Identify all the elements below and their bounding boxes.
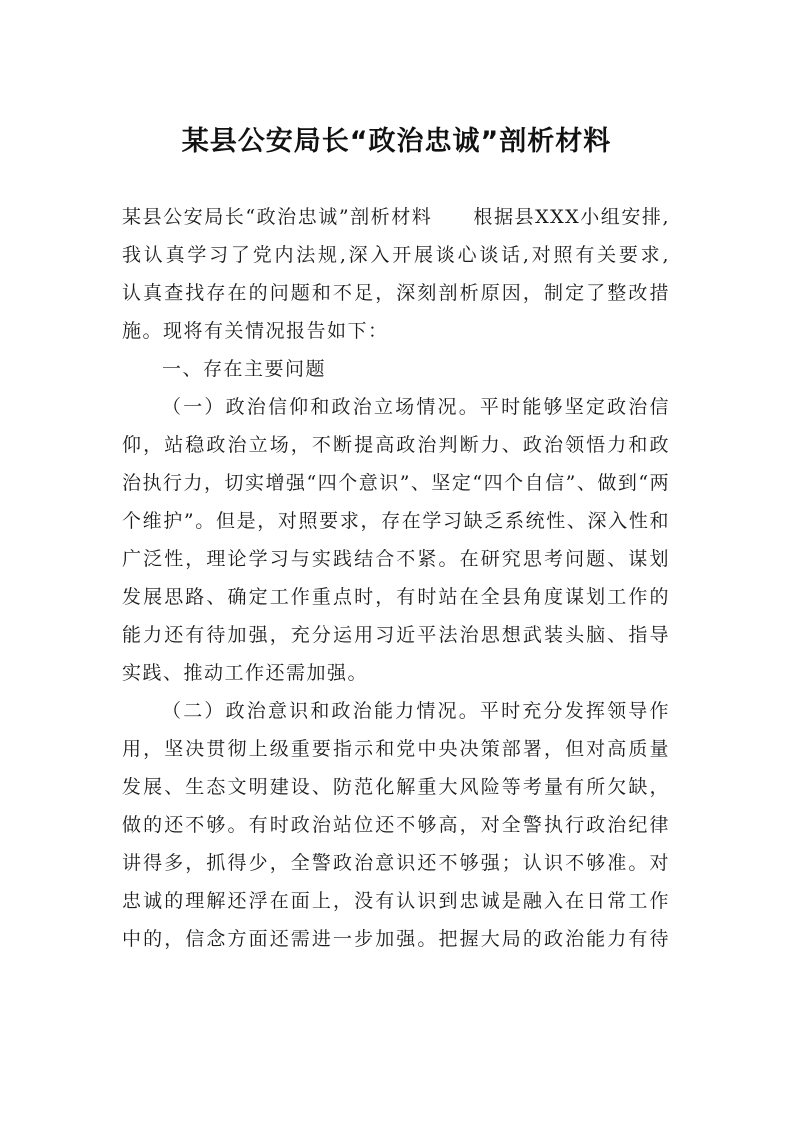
document-body [122, 198, 670, 958]
body-line-15: 用，坚决贯彻上级重要指示和党中央决策部署，但对高质量 [122, 738, 670, 760]
body-line-9: 个维护”。但是，对照要求，存在学习缺乏系统性、深入性和 [122, 510, 670, 532]
body-line-10: 广泛性，理论学习与实践结合不紧。在研究思考问题、谋划 [122, 548, 670, 570]
body-line-19: 忠诚的理解还浮在面上，没有认识到忠诚是融入在日常工作 [122, 890, 670, 912]
body-line-18: 讲得多，抓得少，全警政治意识还不够强；认识不够准。对 [122, 852, 670, 874]
body-line-14: （二）政治意识和政治能力情况。平时充分发挥领导作 [162, 700, 670, 722]
body-line-3: 认真查找存在的问题和不足，深刻剖析原因，制定了整改措 [122, 282, 670, 304]
body-line-1: 某县公安局长“政治忠诚”剖析材料 根据县XXX小组安排, [122, 206, 670, 228]
body-line-6: （一）政治信仰和政治立场情况。平时能够坚定政治信 [162, 396, 670, 418]
body-line-16: 发展、生态文明建设、防范化解重大风险等考量有所欠缺， [122, 776, 670, 798]
body-line-20: 中的，信念方面还需进一步加强。把握大局的政治能力有待 [122, 928, 670, 950]
section-heading-1: 一、存在主要问题 [162, 358, 327, 380]
body-line-2: 我认真学习了党内法规,深入开展谈心谈话,对照有关要求, [122, 244, 670, 266]
body-line-17: 做的还不够。有时政治站位还不够高，对全警执行政治纪律 [122, 814, 670, 836]
body-line-11: 发展思路、确定工作重点时，有时站在全县角度谋划工作的 [122, 586, 670, 608]
body-line-12: 能力还有待加强，充分运用习近平法治思想武装头脑、指导 [122, 624, 670, 646]
body-line-8: 治执行力，切实增强“四个意识”、坚定“四个自信”、做到“两 [122, 472, 670, 494]
document-title: 某县公安局长“政治忠诚”剖析材料 [181, 126, 612, 157]
body-line-13: 实践、推动工作还需加强。 [122, 662, 369, 684]
body-line-7: 仰，站稳政治立场，不断提高政治判断力、政治领悟力和政 [122, 434, 670, 456]
body-line-4: 施。现将有关情况报告如下： [122, 320, 389, 342]
